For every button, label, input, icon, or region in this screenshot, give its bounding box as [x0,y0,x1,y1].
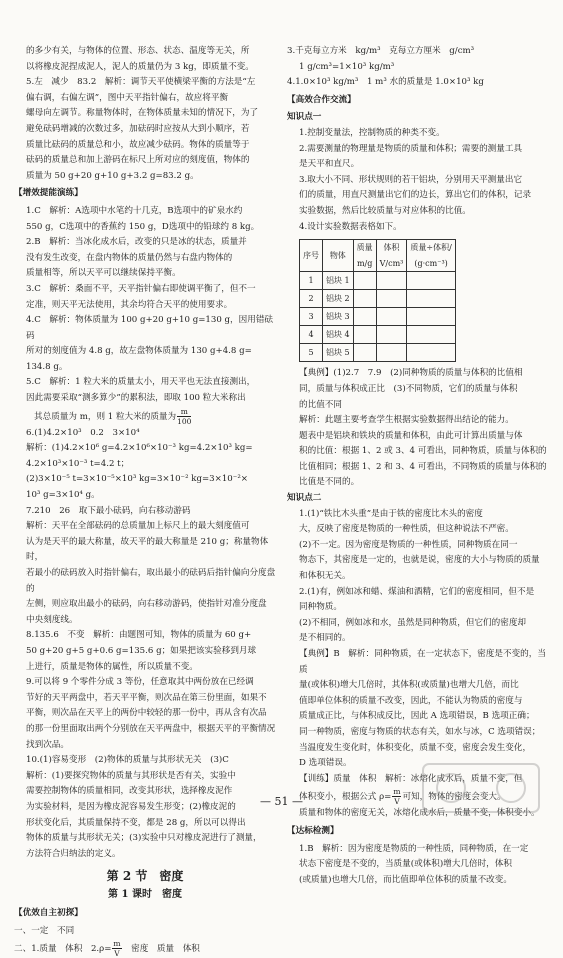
answer-line: 10³ g=3×10⁴ g。 [26,490,100,501]
answer-line: 4.C 解析：物体质量为 100 g+20 g+10 g=130 g，因用错砝码 [26,315,274,341]
table-header-cell: 物体 [323,240,354,272]
answer-line: 1.控制变量法，控制物质的种类不变。 [299,127,445,138]
table-row [300,326,456,344]
answer-line: 认为是天平的最大称量，故天平的最大称量是 210 g；称量物体时， [26,536,269,563]
chapter-title: 第 2 节 密度 [106,869,184,884]
data-table [299,239,456,362]
table-cell [407,272,455,290]
fraction-denominator: V [114,949,120,958]
answer-line: 积的比值：根据 1、2 或 3、4 可看出，同种物质，质量与体积的 [299,446,547,457]
answer-line: 4.1.0×10³ kg/m³ 1 m³ 水的质量是 1.0×10³ kg [287,77,484,88]
table-row [300,290,456,308]
table-cell [353,326,376,344]
table-cell: 5 [300,344,323,362]
table-cell [353,308,376,326]
answer-line: 7.210 26 取下最小砝码，向右移动游码 [26,505,191,516]
answer-line: 1.B 解析：因为密度是物质的一种性质，同种物质，在一定 [299,843,529,854]
fraction-numerator: m [177,407,191,417]
table-cell: 4 [300,326,323,344]
table-cell [376,308,407,326]
table-cell [407,344,455,362]
answer-line: 1.(1)“铁比木头重”是由于铁的密度比木头的密度 [299,508,483,519]
knowledge-point-heading: 知识点一 [287,112,322,123]
answer-line: 3.取大小不同、形状规则的若干铝块，分别用天平测量出它 [299,174,523,185]
table-cell [407,290,455,308]
answer-line: 134.8 g。 [26,361,68,372]
answer-line: 【典例】B 解析：同种物质，在一定状态下，密度是不变的，当质 [299,649,546,675]
answer-line: (2)不相同，例如冰和水，虽然是同种物质，但它们的密度却 [299,617,527,628]
table-cell: 1 [300,272,323,290]
answer-line: 螺母向左调节。称量物体时，在物体质量未知的情况下，为了 [26,108,259,119]
answer-line: (或质量)也增大几倍，而比值即单位体积的质量不改变。 [299,874,512,885]
knowledge-point-heading: 知识点二 [287,493,322,504]
table-cell [407,326,455,344]
table-cell: 铝块 5 [323,344,354,362]
answer-line: 是不相同的。 [299,633,351,644]
answer-line: 的比值不同 [299,399,342,410]
answer-line: 二、1.质量 体积 2.ρ= $\frac{m}{V}$ 密度 质量 体积 [14,939,200,958]
fraction-denominator: 100 [177,416,192,426]
answer-line: 方法符合归纳法的定义。 [26,848,121,859]
answer-line: 节好的天平两盘中，若天平平衡，则次品在第三份里面，如果不 [26,692,267,703]
text-line: 以将橡皮泥捏成泥人，泥人的质量仍为 3 kg，即质量不变。 [26,61,254,72]
answer-line: 需要控制物体的质量相同，改变其形状，选择橡皮泥作 [26,786,233,797]
answer-line: 物体的质量与其形状无关；(3)实验中只对橡皮泥进行了测量， [26,833,262,844]
answer-line: 6.(1)4.2×10³ 0.2 3×10⁴ [26,427,140,438]
answer-line: 【训练】质量 体积 解析：冰熔化成水后，质量不变，但 [299,773,523,784]
table-cell [407,308,455,326]
section-heading: 【高效合作交流】 [287,94,356,105]
answer-line: 2.(1)有，例如冰和蜡、煤油和酒精，它们的密度相同，但不是 [299,586,535,597]
answer-line: 为实验材料，是因为橡皮泥容易发生形变；(2)橡皮泥的 [26,801,236,812]
answer-line: 同种物质。 [299,602,342,613]
answer-line: (2)不一定。因为密度是物质的一种性质，同种物质在同一 [299,539,518,550]
page-number: — 51 — [260,795,303,808]
fraction-denominator: V [394,797,400,807]
answer-line: 状态下密度是不变的，当质量(或体积)增大几倍时，体积 [299,859,512,870]
answer-line: 比值相同；根据 1、2 和 3、4 可看出，不同物质的质量与体积的比值是不同的。 [299,461,547,488]
answer-line: 大，反映了密度是物质的一种性质，但这种说法不严密。 [299,524,514,535]
answer-line: 质量相等，所以天平可以继续保持平衡。 [26,268,181,279]
answer-line: 找到次品。 [26,739,69,750]
answer-line: 3.C 解析：桑面不平，天平指针偏右即使调平衡了，但不一 [26,283,256,294]
answer-line: 们的质量，用直尺测量出它们的边长，算出它们的体积，记录 [299,190,532,201]
fraction [177,407,191,426]
answer-line: 体积变小，根据公式 ρ= $\frac{m}{V}$ 可知，物体的密度会变大。 [299,787,506,807]
answer-line: 解析：(1)4.2×10⁶ g=4.2×10⁶×10⁻³ kg=4.2×10³ kg= [26,443,253,454]
answer-line: 同一种物质，密度与物质的状态有关，如水与冰，C 选项错误； [299,726,541,737]
answer-line: 若最小的砝码放入时指针偏右，取出最小的砝码后指针偏向分度盘的 [26,568,276,594]
answer-line: 3.千克每立方米 kg/m³ 克每立方厘米 g/cm³ [287,46,475,56]
fraction [112,939,121,958]
answer-line: 4.设计实验数据表格如下。 [299,221,402,232]
answer-line: 1.C 解析：A选项中水笔约十几克，B选项中的矿泉水约 [26,205,243,216]
table-cell: 3 [300,308,323,326]
table-cell: 铝块 2 [323,290,354,308]
answer-line: 因此需要采取“测多算少”的累积法，即取 100 粒大米称出 [26,393,246,404]
answer-line: 是天平和直尺。 [299,159,360,170]
fraction-numerator: m [113,939,121,949]
answer-line: 50 g+20 g+5 g+0.6 g=135.6 g；如果把该实验移到月球 [26,645,257,656]
table-header-cell: 体积 V/cm³ [376,240,407,272]
answer-line: 当温度发生变化时，体积变化，质量不变，密度会发生变化， [299,742,532,753]
answer-line: 实验数据，然后比较质量与对应体积的比值。 [299,205,471,216]
answer-line: 平衡，则次品在天平上的两份中较轻的那一份中，再从含有次品 [26,708,267,719]
answer-line: 没有发生改变，在盘内物体的质量仍然与右盘内物体的 [26,252,233,263]
table-cell: 铝块 3 [323,308,354,326]
table-cell: 2 [300,290,323,308]
table-cell [376,272,407,290]
answer-line: 解析：(1)要探究物体的质量与其形状是否有关，实验中 [26,770,236,781]
answer-line: 同，质量与体积成正比 (3)不同物质，它们的质量与体积 [299,383,518,394]
answer-line: 质量比砝码的质量总和小，故应减少砝码。物体的质量等于 [26,139,250,150]
answer-line: 题表中是铝块和铁块的质量和体积，由此可计算出质量与体 [299,430,523,441]
text-line: 的多少有关，与物体的位置、形态、状态、温度等无关，所 [26,46,250,56]
table-row [300,344,456,362]
section-heading: 【达标检测】 [287,825,339,836]
answer-line: 1 g/cm³=1×10³ kg/m³ [299,61,395,72]
answer-line: 值即单位体积的质量不改变，因此，不能认为物质的密度与 [299,695,523,706]
answer-line: 形状变化后，其质量保持不变，都是 28 g，所以可以得出 [26,817,246,828]
answer-line: 质量为 50 g+20 g+10 g+3.2 g=83.2 g。 [26,170,199,181]
answer-line: 一、一定 不同 [14,925,75,936]
section-heading: 【优效自主初探】 [14,908,83,919]
answer-line: 上进行，质量是物体的属性，所以质量不变。 [26,661,198,672]
answer-line: 质量成正比，与体积成反比，因此 A 选项错误，B 选项正确； [299,711,535,722]
table-cell [376,290,407,308]
answer-line: (2)3×10⁻⁵ t=3×10⁻⁵×10³ kg=3×10⁻² kg=3×10⁻²× [26,474,248,485]
answer-line: 解析：天平在全部砝码的总质量加上标尺上的最大刻度值可 [26,521,250,532]
answer-line: 4.2×10³×10⁻³ t=4.2 t； [26,458,130,469]
answer-line: 偏右调，右偏左调”，图中天平指针偏右，故应将平衡 [26,92,229,103]
answer-line: 解析：此题主要考查学生根据实验数据得出结论的能力。 [299,415,514,426]
answer-line: 8.135.6 不变 解析：由题图可知，物体的质量为 60 g+ [26,630,252,641]
table-cell [353,290,376,308]
answer-line: 550 g，C选项中的香蕉约 150 g，D选项中的铅球约 8 kg。 [26,221,260,232]
table-cell [353,344,376,362]
answer-line: 左侧，则应取出最小的砝码，向右移动游码，使指针对准分度盘 [26,599,267,610]
answer-line: 砝码的质量总和加上游码在标尺上所对应的刻度值，物体的 [26,155,250,166]
table-cell: 铝块 1 [323,272,354,290]
table-row [300,308,456,326]
table-cell [353,272,376,290]
answer-line: 9.可以将 9 个零件分成 3 等份，任意取其中两份放在已经调 [26,677,254,688]
answer-line: 5.左 减少 83.2 解析：调节天平使横梁平衡的方法是“左 [26,77,256,88]
fraction-numerator: m [393,787,401,797]
table-row [300,272,456,290]
answer-line: 其总质量为 m，则 1 粒大米的质量为 $\frac{m}{100}$ [34,406,192,426]
answer-line: 所对的刻度值为 4.8 g，故左盘物体质量为 130 g+4.8 g= [26,346,252,357]
table-header-cell: 序号 [300,240,323,272]
answer-line: 和体积无关。 [299,571,351,582]
answer-line: 定准，则天平无法使用，其余均符合天平的使用要求。 [26,299,233,310]
table-header-row [300,240,456,272]
answer-line: 2.B 解析：当冰化成水后，改变的只是冰的状态，质量并 [26,237,247,248]
answer-line: 10.(1)容易变形 (2)物体的质量与其形状无关 (3)C [26,755,229,766]
answer-line: 物态下，其密度是一定的，也就是说，密度的大小与物质的质量 [299,555,540,566]
answer-line: D 选项错误。 [299,758,352,769]
answer-line: 的那一份里面取出两个分别放在天平两盘中，根据天平的平衡情况 [26,723,276,734]
watermark-logo [421,760,541,816]
table-cell [376,344,407,362]
answer-line: 避免砝码增减的次数过多，加砝码时应按从大到小顺序，若 [26,123,250,134]
lesson-title: 第 1 课时 密度 [108,889,182,901]
answer-line: 量(或体积)增大几倍时，其体积(或质量)也增大几倍，而比 [299,680,519,691]
table-cell [376,326,407,344]
table-cell: 铝块 4 [323,326,354,344]
answer-line: 5.C 解析：1 粒大米的质量太小，用天平也无法直接测出， [26,377,256,388]
answer-line: 2.需要测量的物理量是物质的质量和体积；需要的测量工具 [299,143,523,154]
answer-line: 【典例】(1)2.7 7.9 (2)同种物质的质量与体积的比值相 [299,368,523,379]
section-heading: 【增效提能演练】 [14,188,83,199]
table-header-cell: 质量 m/g [353,240,376,272]
table-header-cell: 质量÷体积/ (g·cm⁻³) [407,240,455,272]
answer-line: 中央刻度线。 [26,614,78,625]
answer-line: 质量和物体的密度无关，冰熔化成水后，质量不变，体积变小。 [299,808,540,819]
